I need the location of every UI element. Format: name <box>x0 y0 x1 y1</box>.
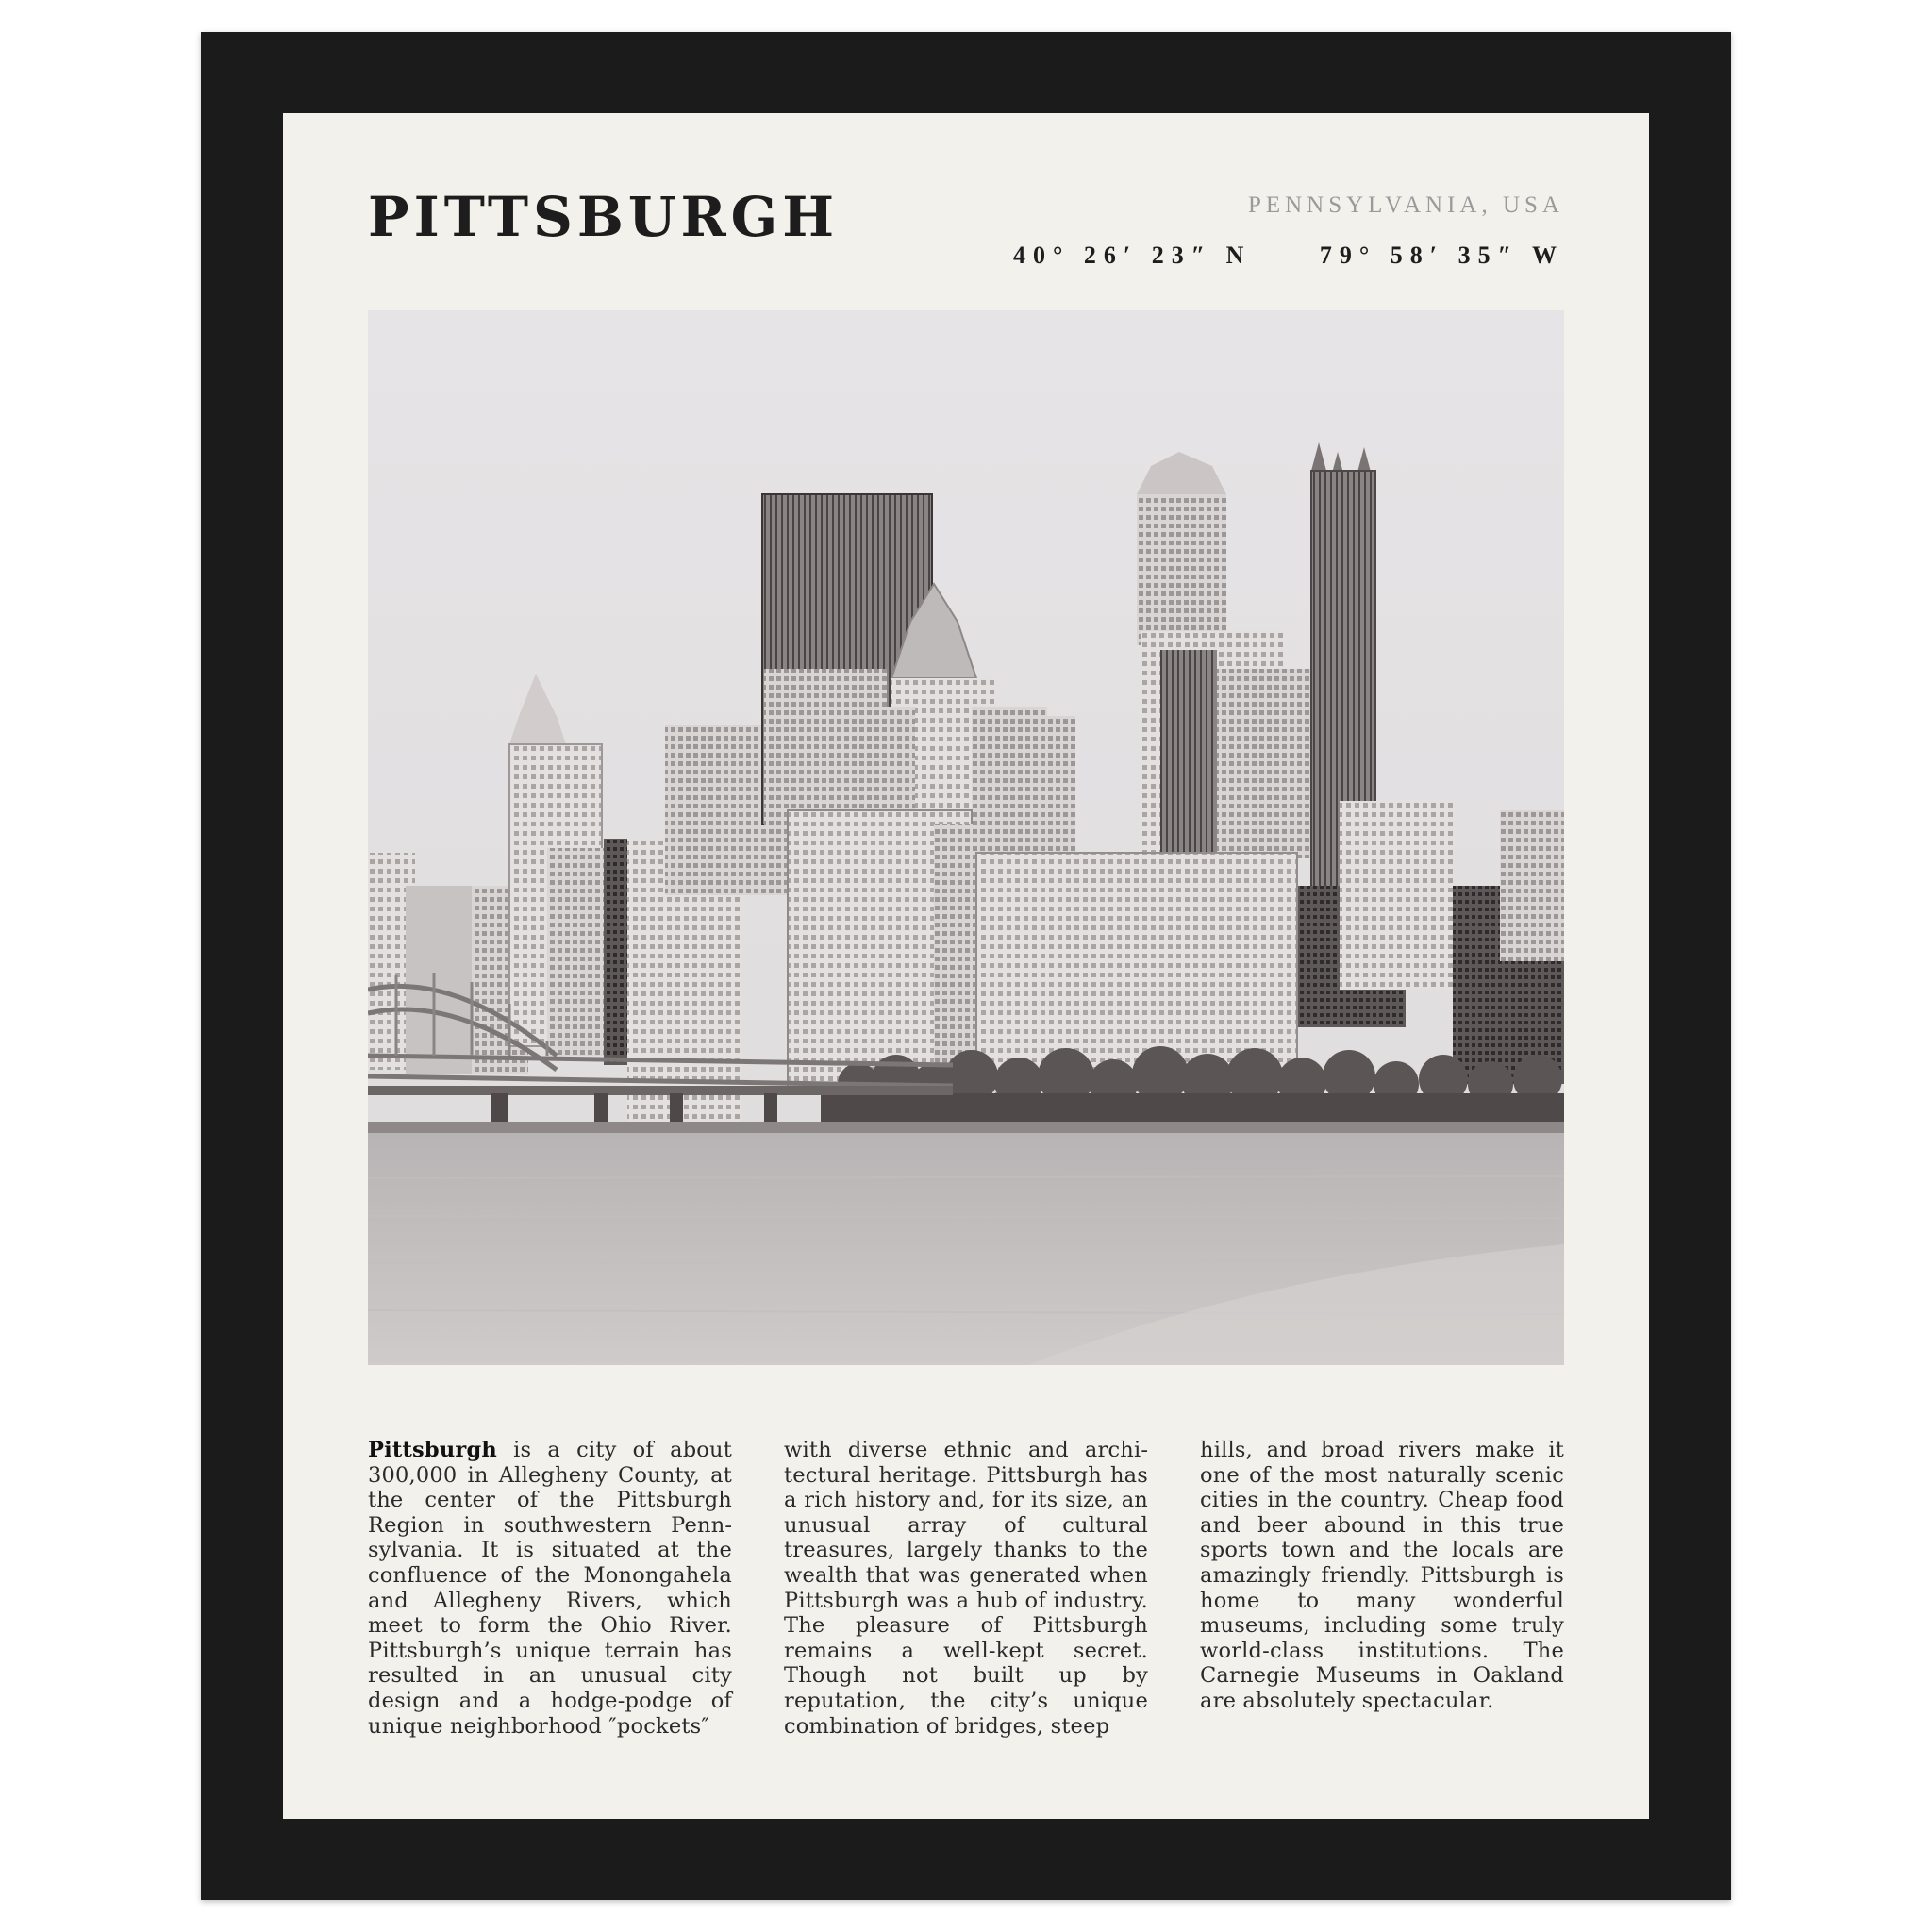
lead-word: Pittsburgh <box>368 1438 497 1462</box>
city-title: PITTSBURGH <box>368 185 840 249</box>
latitude: 40° 26′ 23″ N <box>1013 242 1252 269</box>
poster-mat <box>283 113 1649 1819</box>
longitude: 79° 58′ 35″ W <box>1319 242 1564 269</box>
coordinates <box>1013 242 1564 270</box>
col1-body: is a city of about 300,000 in Allegheny County, at the center of the Pittsburgh Region in southwestern Pennsylvania. It is situated at the confluence of the Monongahela and Allegheny Rivers, which meet to form the Ohio River. Pittsburgh’s unique terrain has resulted in an unusual city design and a hodge-podge of unique neighborhood ″pockets″ <box>368 1438 732 1739</box>
text-column-1 <box>368 1438 732 1739</box>
region-label: PENNSYLVANIA, USA <box>1247 192 1564 218</box>
skyline-illustration <box>368 310 1564 1365</box>
text-column-2: with diverse ethnic and architectural heritage. Pittsburgh has a rich history and, for its size, an unusual array of cultural treasures, largely thanks to the wealth that was generated when Pittsburgh was a hub of industry. The pleasure of Pittsburgh remains a well-kept secret. Though not built up by reputation, the city’s unique combination of bridges, steep <box>784 1438 1148 1739</box>
text-column-3: hills, and broad rivers make it one of the most naturally scenic cities in the country. Cheap food and beer abound in this true sports town and the locals are amazingly friendly. Pittsburgh is home to many wonderful museums, including some truly world-class institutions. The Carnegie Museums in Oakland are absolutely spectacular. <box>1200 1438 1564 1713</box>
skyline-photo <box>368 310 1564 1365</box>
text-columns <box>368 1438 1564 1739</box>
